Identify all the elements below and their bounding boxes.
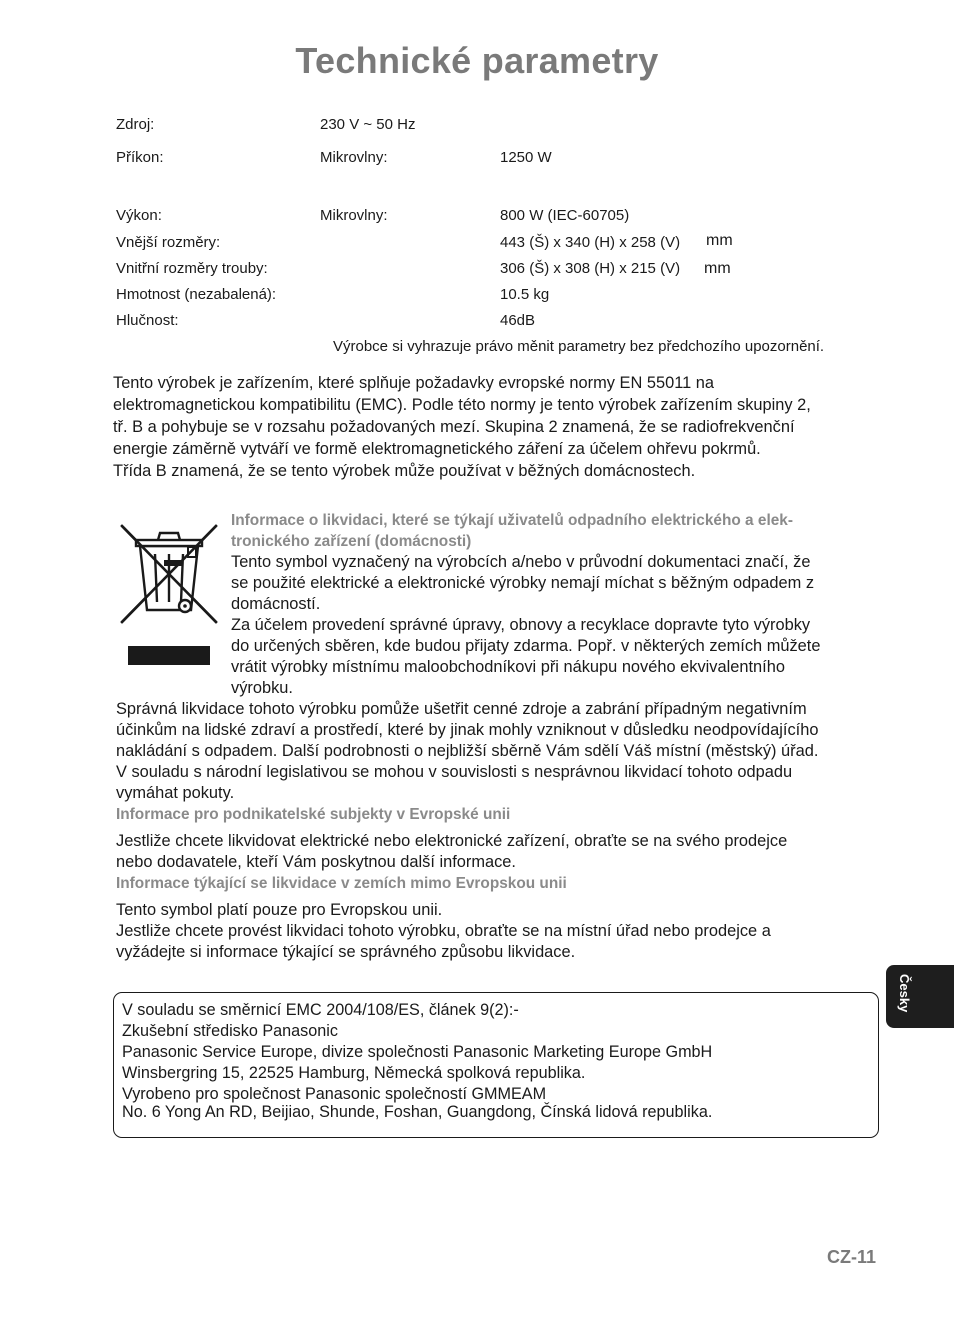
disposal-line: vymáhat pokuty.: [116, 784, 235, 802]
page-number: CZ-11: [826, 1247, 876, 1267]
spec-inner-value: 306 (Š) x 308 (H) x 215 (V): [500, 260, 681, 277]
outside-line: Jestliže chcete provést likvidaci tohoto výrobku, obraťte se na místní úřad nebo prodejce a: [116, 922, 771, 940]
disposal-heading-line: tronického zařízení (domácnosti): [231, 533, 472, 550]
spec-inner-label: Vnitřní rozměry trouby:: [116, 260, 268, 277]
disposal-indented-text: [231, 552, 820, 699]
spec-weight-label: Hmotnost (nezabalená):: [116, 286, 277, 303]
spec-power-in-sub: Mikrovlny:: [320, 149, 388, 166]
box-line: Zkušební středisko Panasonic: [122, 1022, 338, 1040]
business-line: Jestliže chcete likvidovat elektrické nebo elektronické zařízení, obraťte se na svého prodejce: [116, 832, 788, 850]
outside-line: Tento symbol platí pouze pro Evropskou unii.: [116, 901, 443, 919]
box-line: Vyrobeno pro společnost Panasonic společností GMMEAM: [122, 1085, 547, 1103]
spec-power-in-value: 1250 W: [500, 149, 552, 166]
page-title: Technické parametry: [295, 40, 659, 81]
outside-eu-text: [116, 900, 771, 963]
disposal-line: Správná likvidace tohoto výrobku pomůže ušetřit cenné zdroje a zabrání případným negativním: [116, 700, 807, 718]
business-heading: Informace pro podnikatelské subjekty v Evropské unii: [116, 806, 511, 823]
spec-noise-label: Hlučnost:: [116, 312, 179, 329]
box-line: V souladu se směrnicí EMC 2004/108/ES, článek 9(2):-: [122, 1001, 519, 1019]
spec-outer-label: Vnější rozměry:: [116, 234, 221, 251]
disposal-line: vrátit výrobky místnímu maloobchodníkovi při nákupu nového ekvivalentního: [231, 658, 785, 676]
spec-source-value: 230 V ~ 50 Hz: [320, 116, 416, 133]
business-line: nebo dodavatele, kteří Vám poskytnou další informace.: [116, 853, 516, 871]
emc-line: tř. B a pohybuje se v rozsahu požadovaných mezí. Skupina 2 znamená, že se radiofrekvenční: [113, 418, 795, 436]
disposal-full-text: [116, 699, 818, 804]
disposal-line: do určených sběren, kde budou přijaty zdarma. Popř. v některých zemích můžete: [231, 637, 821, 655]
disposal-line: účinkům na lidské zdraví a prostředí, které by jinak mohly vzniknout v důsledku neodpovídajícího: [116, 721, 819, 739]
language-tab: [886, 965, 954, 1028]
spec-note: Výrobce si vyhrazuje právo měnit parametry bez předchozího upozornění.: [333, 338, 825, 355]
outside-eu-heading: Informace týkající se likvidace v zemích mimo Evropskou unii: [116, 875, 567, 892]
crossed-out-wheelie-bin-icon: [118, 522, 220, 668]
emc-paragraph: [113, 372, 811, 482]
disposal-heading-line: Informace o likvidaci, které se týkají uživatelů odpadního elektrického a elek-: [231, 512, 793, 529]
spec-weight-value: 10.5 kg: [500, 286, 550, 303]
spec-output-sub: Mikrovlny:: [320, 207, 388, 224]
spec-output-label: Výkon:: [116, 207, 162, 224]
spec-outer-value: 443 (Š) x 340 (H) x 258 (V): [500, 234, 681, 251]
outside-line: vyžádejte si informace týkající se správného způsobu likvidace.: [116, 943, 576, 961]
spec-noise-value: 46dB: [500, 312, 536, 329]
disposal-line: se použité elektrické a elektronické výrobky nemají míchat s běžným odpadem z: [231, 574, 815, 592]
disposal-heading: [231, 510, 793, 552]
business-text: [116, 831, 787, 873]
disposal-line: V souladu s národní legislativou se mohou v souvislosti s nesprávnou likvidací tohoto odpadu: [116, 763, 793, 781]
box-line: Winsbergring 15, 22525 Hamburg, Německá spolková republika.: [122, 1064, 586, 1082]
emc-line: Tento výrobek je zařízením, které splňuje požadavky evropské normy EN 55011 na: [113, 374, 714, 392]
disposal-line: nakládání s odpadem. Další podrobnosti o nejbližší sběrně Vám sdělí Váš místní (městský) úřad.: [116, 742, 819, 760]
disposal-line: Za účelem provedení správné úpravy, obnovy a recyklace dopravte tyto výrobky: [231, 616, 811, 634]
spec-power-in-label: Příkon:: [116, 149, 164, 166]
emc-line: energie záměrně vytváří ve formě elektromagnetického záření za účelem ohřevu pokrmů.: [113, 440, 761, 458]
spec-source-label: Zdroj:: [116, 116, 155, 133]
box-line: No. 6 Yong An RD, Beijiao, Shunde, Foshan, Guangdong, Čínská lidová republika.: [122, 1103, 713, 1121]
box-line: Panasonic Service Europe, divize společnosti Panasonic Marketing Europe GmbH: [122, 1043, 713, 1061]
disposal-line: Tento symbol vyznačený na výrobcích a/nebo v průvodní dokumentaci značí, že: [231, 553, 811, 571]
spec-outer-unit: mm: [706, 232, 733, 249]
language-tab-label: Česky: [897, 974, 912, 1013]
spec-output-value: 800 W (IEC-60705): [500, 207, 630, 224]
spec-inner-unit: mm: [704, 260, 731, 277]
emc-line: Třída B znamená, že se tento výrobek může používat v běžných domácnostech.: [113, 462, 696, 480]
emc-line: elektromagnetickou kompatibilitu (EMC). Podle této normy je tento výrobek zařízením skupiny 2,: [113, 396, 811, 414]
disposal-line: výrobku.: [231, 679, 293, 697]
disposal-line: domácností.: [231, 595, 321, 613]
